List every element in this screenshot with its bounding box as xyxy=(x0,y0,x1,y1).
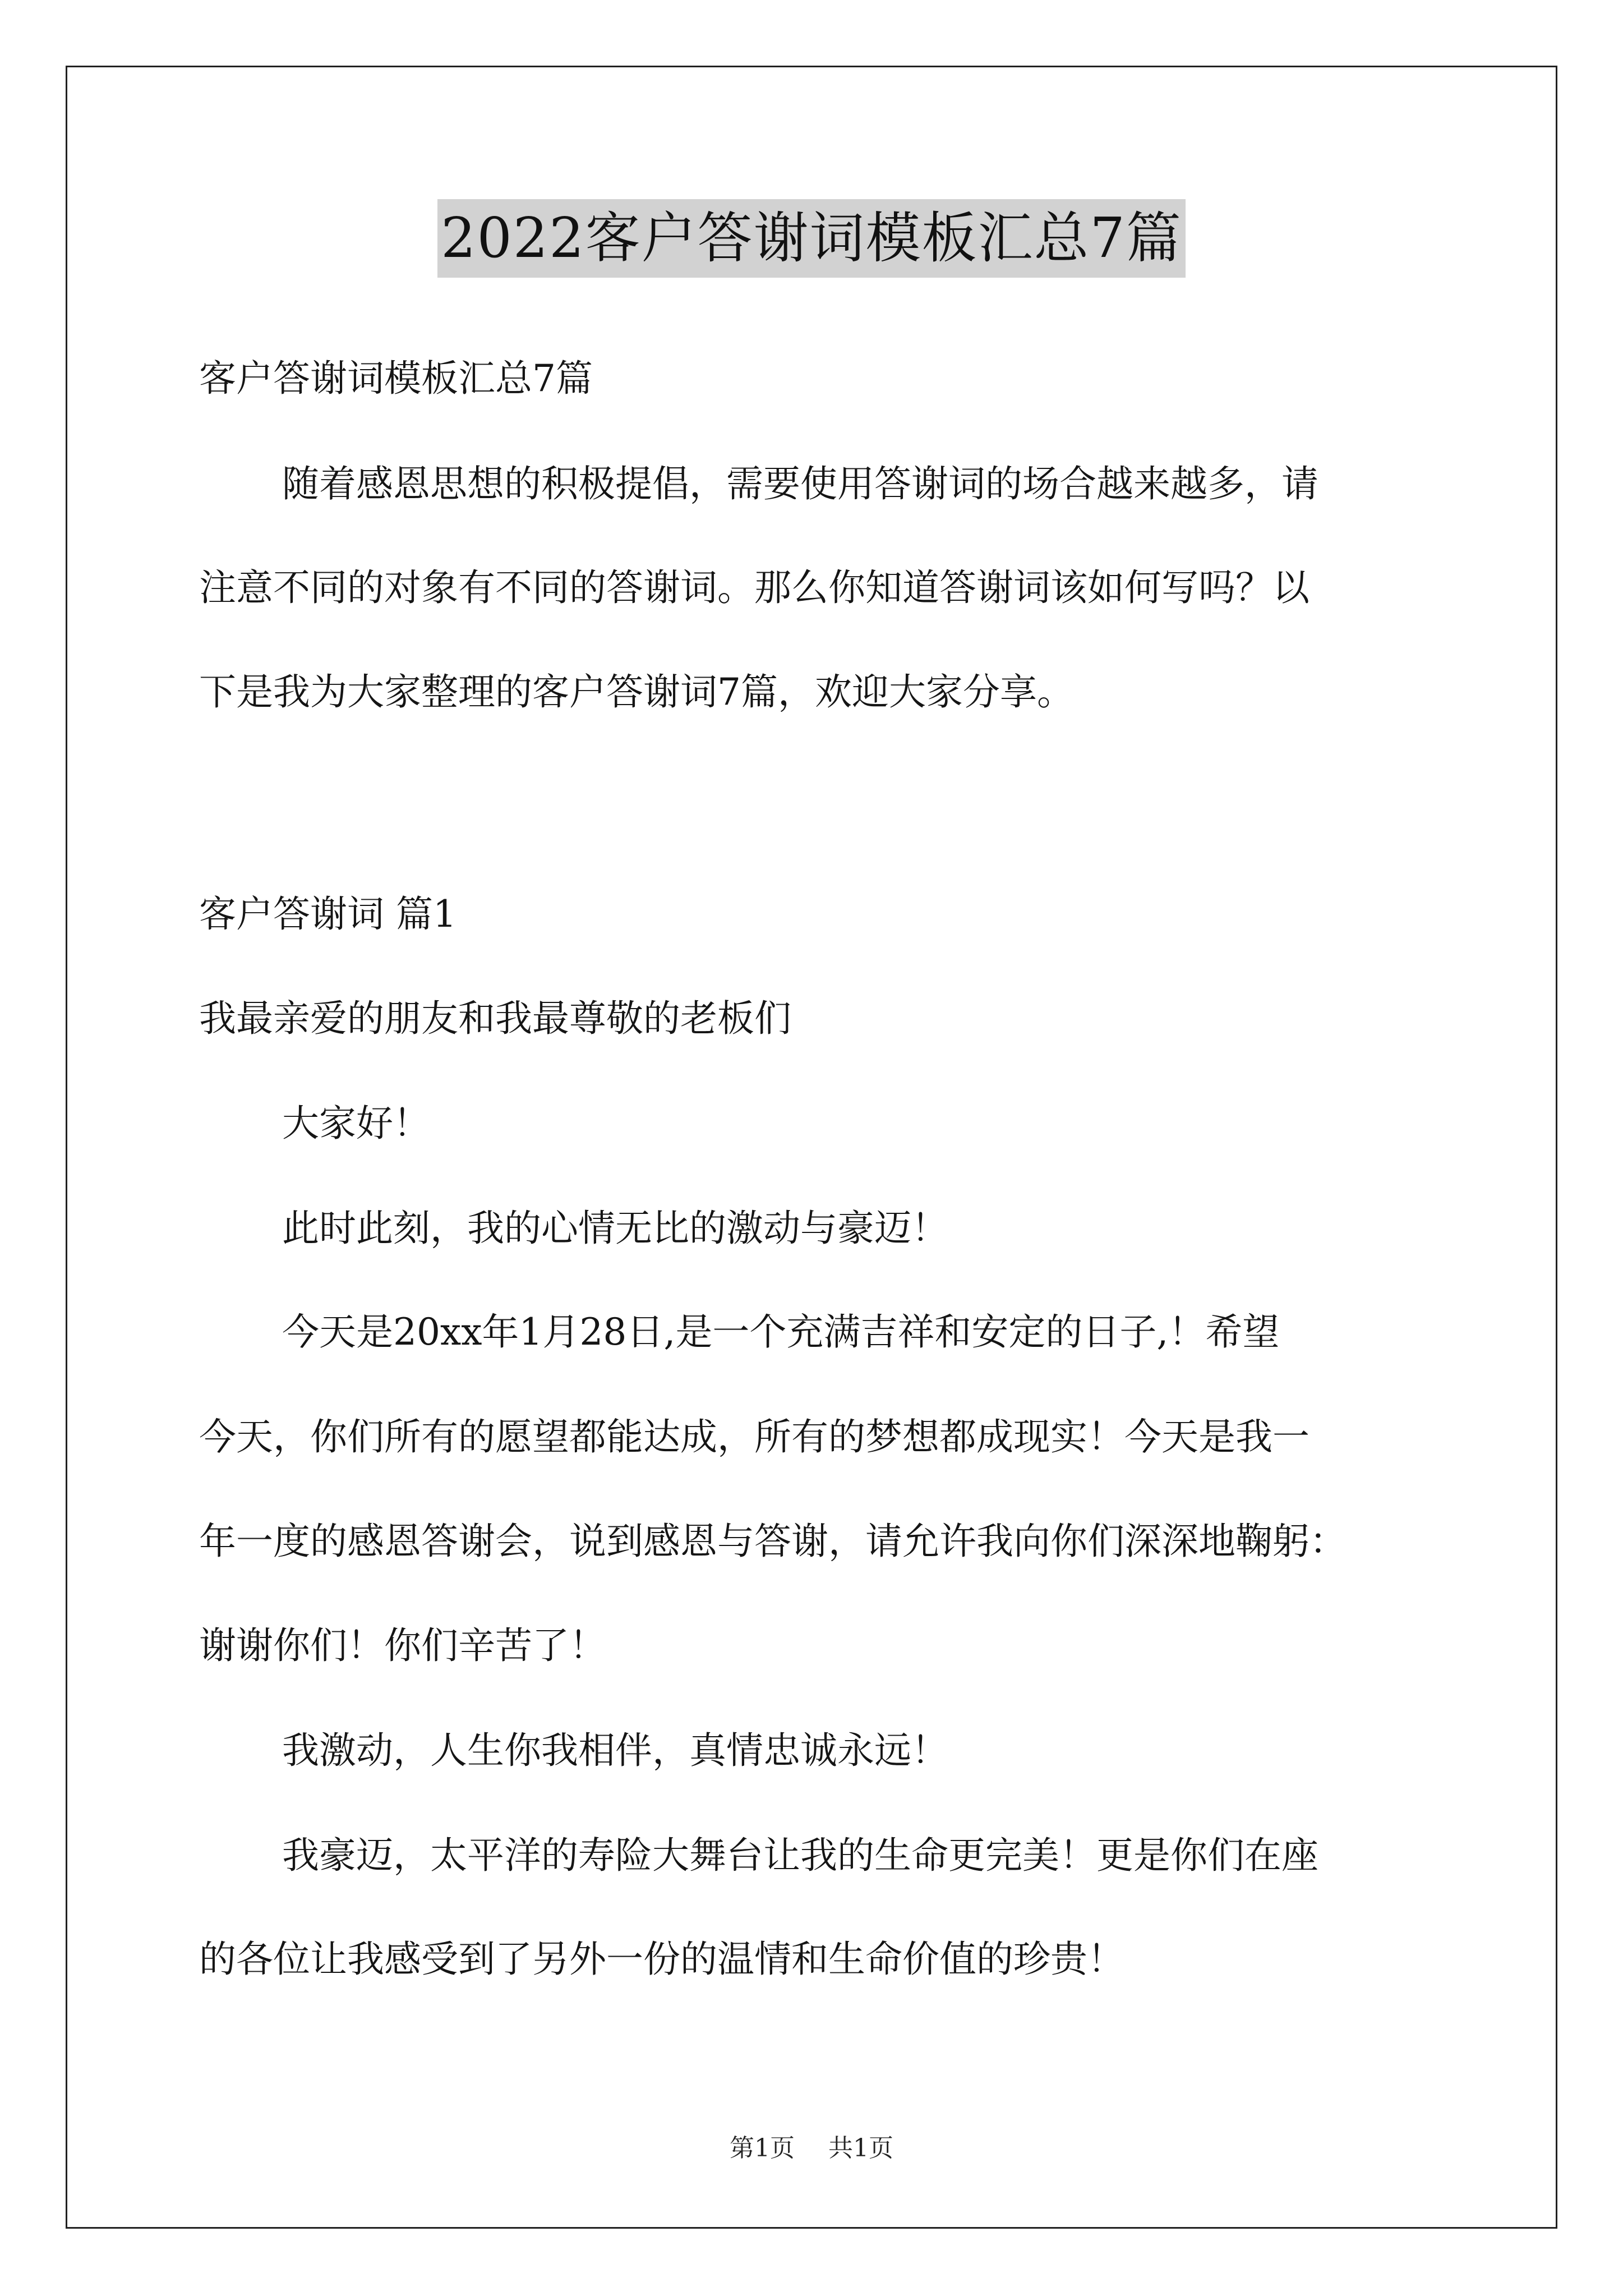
paragraph-4-line-2: 的各位让我感受到了另外一份的温情和生命价值的珍贵！ xyxy=(199,1938,1124,1981)
paragraph-1: 此时此刻，我的心情无比的激动与豪迈！ xyxy=(282,1207,948,1250)
document-title: 2022客户答谢词模板汇总7篇 xyxy=(437,199,1186,278)
paragraph-4-line-1: 我豪迈，太平洋的寿险大舞台让我的生命更完美！更是你们在座 xyxy=(282,1834,1318,1877)
page-total: 共1页 xyxy=(828,2134,893,2162)
intro-line-2: 注意不同的对象有不同的答谢词。那么你知道答谢词该如何写吗？以 xyxy=(199,566,1310,609)
paragraph-2-line-4: 谢谢你们！你们辛苦了！ xyxy=(199,1624,606,1667)
salutation: 我最亲爱的朋友和我最尊敬的老板们 xyxy=(199,997,791,1040)
page-footer xyxy=(0,2132,1623,2165)
document-subtitle: 客户答谢词模板汇总7篇 xyxy=(199,357,593,400)
section-heading: 客户答谢词 篇1 xyxy=(199,892,457,936)
paragraph-2-line-1: 今天是20xx年1月28日,是一个充满吉祥和安定的日子,！希望 xyxy=(282,1310,1280,1354)
page-number: 第1页 xyxy=(730,2134,795,2162)
paragraph-2-line-2: 今天，你们所有的愿望都能达成，所有的梦想都成现实！今天是我一 xyxy=(199,1415,1310,1458)
title-block xyxy=(0,199,1623,278)
paragraph-3: 我激动，人生你我相伴，真情忠诚永远！ xyxy=(282,1729,948,1772)
paragraph-2-line-3: 年一度的感恩答谢会，说到感恩与答谢，请允许我向你们深深地鞠躬： xyxy=(199,1520,1347,1563)
intro-line-1: 随着感恩思想的积极提倡，需要使用答谢词的场合越来越多，请 xyxy=(282,462,1318,505)
greeting: 大家好！ xyxy=(282,1102,430,1145)
intro-line-3: 下是我为大家整理的客户答谢词7篇，欢迎大家分享。 xyxy=(199,670,1074,714)
